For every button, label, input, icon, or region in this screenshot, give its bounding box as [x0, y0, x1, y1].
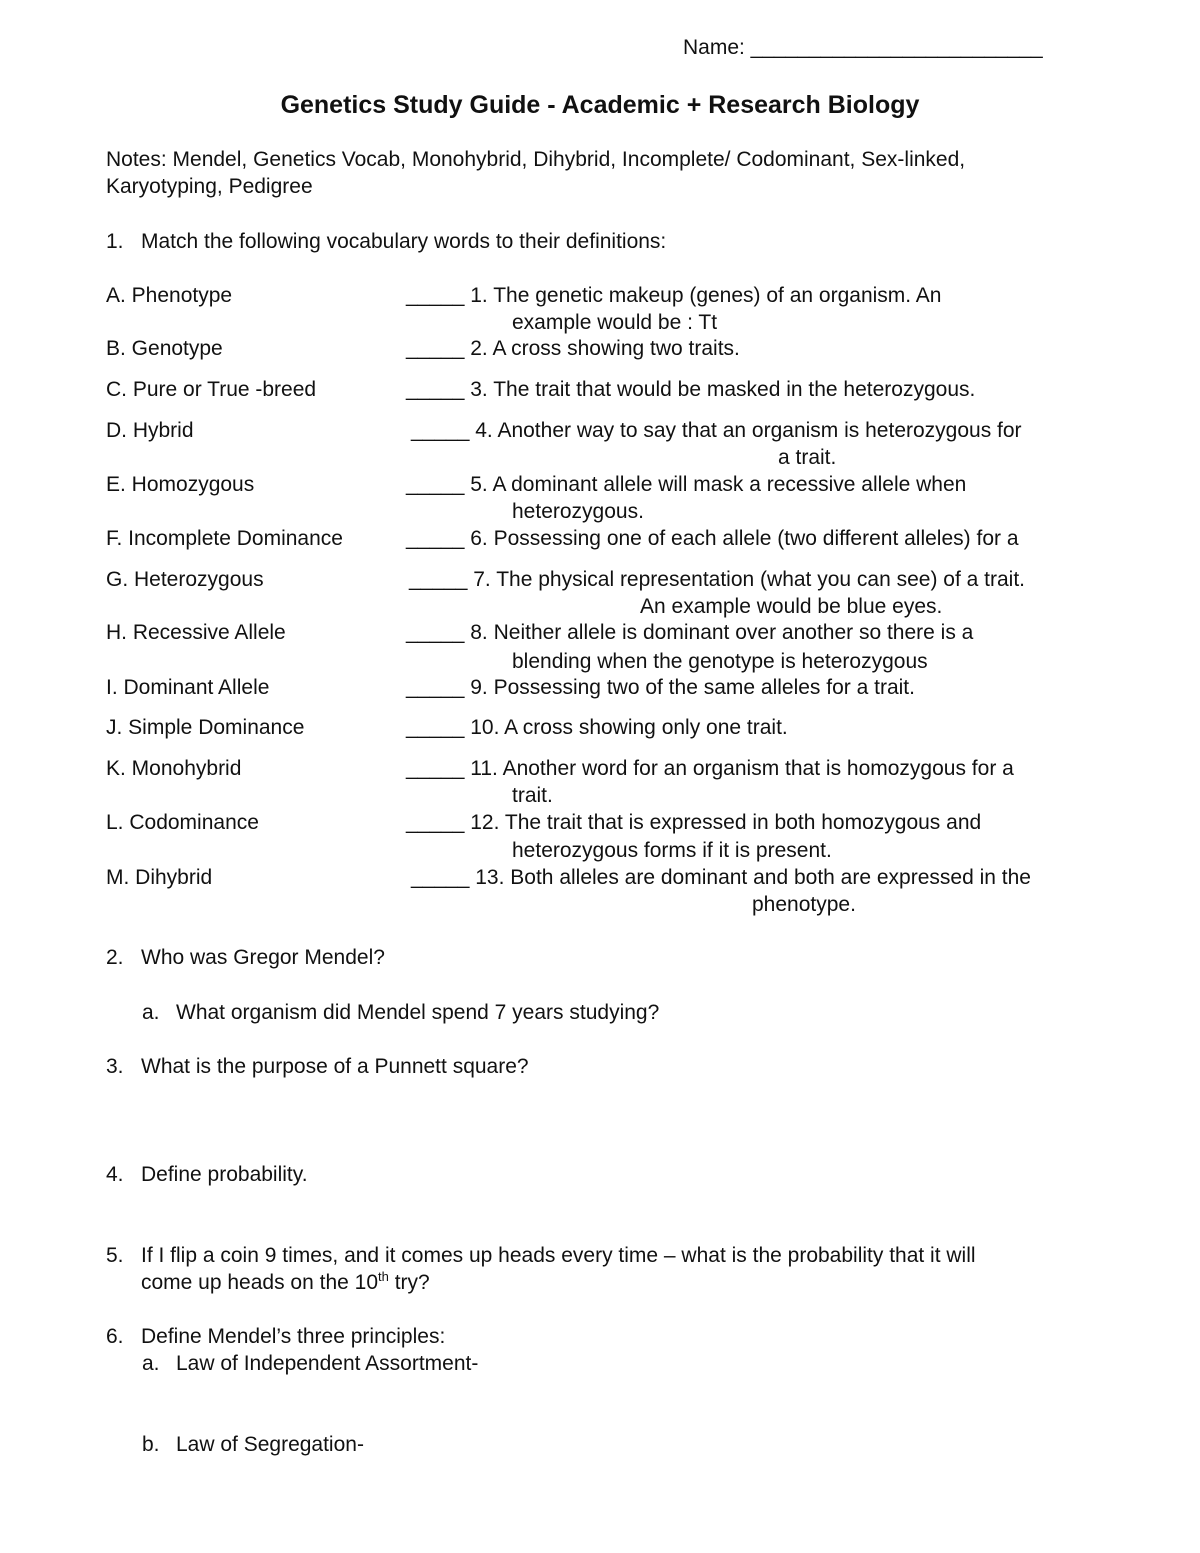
vocab-term: F. Incomplete Dominance	[106, 527, 343, 550]
definition-5-cont: heterozygous.	[512, 500, 644, 523]
definition-text: Both alleles are dominant and both are expressed in the	[510, 866, 1031, 889]
question-4	[106, 1161, 308, 1188]
answer-blank: _____ 4.	[411, 419, 493, 442]
vocab-term: B. Genotype	[106, 337, 223, 360]
subquestion-text: What organism did Mendel spend 7 years studying?	[176, 1001, 660, 1024]
notes-line-1: Notes: Mendel, Genetics Vocab, Monohybrid, Dihybrid, Incomplete/ Codominant, Sex-linked,	[106, 148, 966, 171]
definition-text: The trait that is expressed in both homozygous and	[504, 811, 982, 834]
definition-text: Possessing two of the same alleles for a trait.	[493, 676, 915, 699]
question-number: 1.	[106, 230, 124, 253]
vocab-term: M. Dihybrid	[106, 866, 213, 889]
answer-blank: _____ 1.	[406, 284, 488, 307]
definition-4-cont: a trait.	[778, 446, 837, 469]
definition-7-cont: An example would be blue eyes.	[640, 595, 943, 618]
definition-11-cont: trait.	[512, 784, 553, 807]
question-text: Who was Gregor Mendel?	[141, 946, 385, 969]
question-text: Define Mendel’s three principles:	[141, 1325, 446, 1348]
question-3	[106, 1053, 529, 1080]
question-text: Define probability.	[141, 1163, 308, 1186]
definition-5	[406, 471, 966, 498]
answer-blank: _____ 6.	[406, 527, 488, 550]
answer-blank: _____ 5.	[406, 473, 488, 496]
vocab-term: K. Monohybrid	[106, 757, 242, 780]
subquestion-letter: a.	[142, 1001, 160, 1024]
vocab-term: D. Hybrid	[106, 419, 194, 442]
superscript: th	[378, 1269, 389, 1284]
definition-1-cont: example would be : Tt	[512, 311, 718, 334]
question-text: Match the following vocabulary words to their definitions:	[141, 230, 667, 253]
subquestion-letter: b.	[142, 1433, 160, 1456]
question-5-cont	[141, 1269, 430, 1296]
definition-text: A dominant allele will mask a recessive allele when	[492, 473, 967, 496]
question-number: 2.	[106, 946, 124, 969]
notes-line-2: Karyotyping, Pedigree	[106, 175, 313, 198]
question-2	[106, 944, 385, 971]
definition-8-cont: blending when the genotype is heterozygous	[512, 650, 928, 673]
vocab-term: E. Homozygous	[106, 473, 255, 496]
definition-6	[406, 525, 1019, 552]
question-1	[106, 228, 666, 255]
definition-text: A cross showing two traits.	[492, 337, 740, 360]
question-number: 4.	[106, 1163, 124, 1186]
answer-blank: _____ 11.	[406, 757, 498, 780]
vocab-term: I. Dominant Allele	[106, 676, 270, 699]
answer-blank: _____ 2.	[406, 337, 488, 360]
definition-13	[411, 864, 1031, 891]
question-6	[106, 1323, 445, 1350]
definition-7	[409, 566, 1025, 593]
question-6b	[142, 1431, 364, 1458]
definition-3	[406, 376, 975, 403]
vocab-term: C. Pure or True -breed	[106, 378, 317, 401]
answer-blank: _____ 3.	[406, 378, 488, 401]
definition-8	[406, 619, 973, 646]
definition-11	[406, 755, 1014, 782]
definition-12	[406, 809, 981, 836]
question-number: 6.	[106, 1325, 124, 1348]
definition-text: Possessing one of each allele (two different alleles) for a	[493, 527, 1019, 550]
subquestion-letter: a.	[142, 1352, 160, 1375]
answer-blank: _____ 10.	[406, 716, 500, 739]
vocab-term: L. Codominance	[106, 811, 259, 834]
question-5	[106, 1242, 976, 1269]
definition-text: A cross showing only one trait.	[504, 716, 788, 739]
definition-text: Another way to say that an organism is heterozygous for	[497, 419, 1022, 442]
definition-text: The trait that would be masked in the heterozygous.	[493, 378, 976, 401]
question-number: 5.	[106, 1244, 124, 1267]
subquestion-text: Law of Independent Assortment-	[176, 1352, 479, 1375]
definition-2	[406, 335, 740, 362]
answer-blank: _____ 9.	[406, 676, 488, 699]
name-field-label: Name: _________________________	[683, 36, 1043, 59]
question-text: What is the purpose of a Punnett square?	[141, 1055, 529, 1078]
question-number: 3.	[106, 1055, 124, 1078]
answer-blank: _____ 8.	[406, 621, 488, 644]
definition-12-cont: heterozygous forms if it is present.	[512, 839, 832, 862]
question-2a	[142, 999, 659, 1026]
answer-blank: _____ 7.	[409, 568, 491, 591]
definition-10	[406, 714, 788, 741]
question-text: If I flip a coin 9 times, and it comes up heads every time – what is the probability that it will	[141, 1244, 976, 1267]
definition-text: Another word for an organism that is homozygous for a	[502, 757, 1014, 780]
answer-blank: _____ 13.	[411, 866, 505, 889]
definition-4	[411, 417, 1022, 444]
definition-9	[406, 674, 915, 701]
question-text: try?	[388, 1271, 430, 1294]
definition-text: Neither allele is dominant over another so there is a	[493, 621, 974, 644]
definition-text: The physical representation (what you can see) of a trait.	[496, 568, 1025, 591]
vocab-term: J. Simple Dominance	[106, 716, 305, 739]
vocab-term: H. Recessive Allele	[106, 621, 286, 644]
definition-1	[406, 282, 941, 309]
vocab-term: G. Heterozygous	[106, 568, 264, 591]
vocab-term: A. Phenotype	[106, 284, 233, 307]
question-text: come up heads on the 10	[141, 1271, 379, 1294]
definition-13-cont: phenotype.	[752, 893, 856, 916]
question-6a	[142, 1350, 478, 1377]
page-title: Genetics Study Guide - Academic + Research Biology	[280, 91, 920, 119]
subquestion-text: Law of Segregation-	[176, 1433, 364, 1456]
definition-text: The genetic makeup (genes) of an organism. An	[493, 284, 942, 307]
answer-blank: _____ 12.	[406, 811, 500, 834]
